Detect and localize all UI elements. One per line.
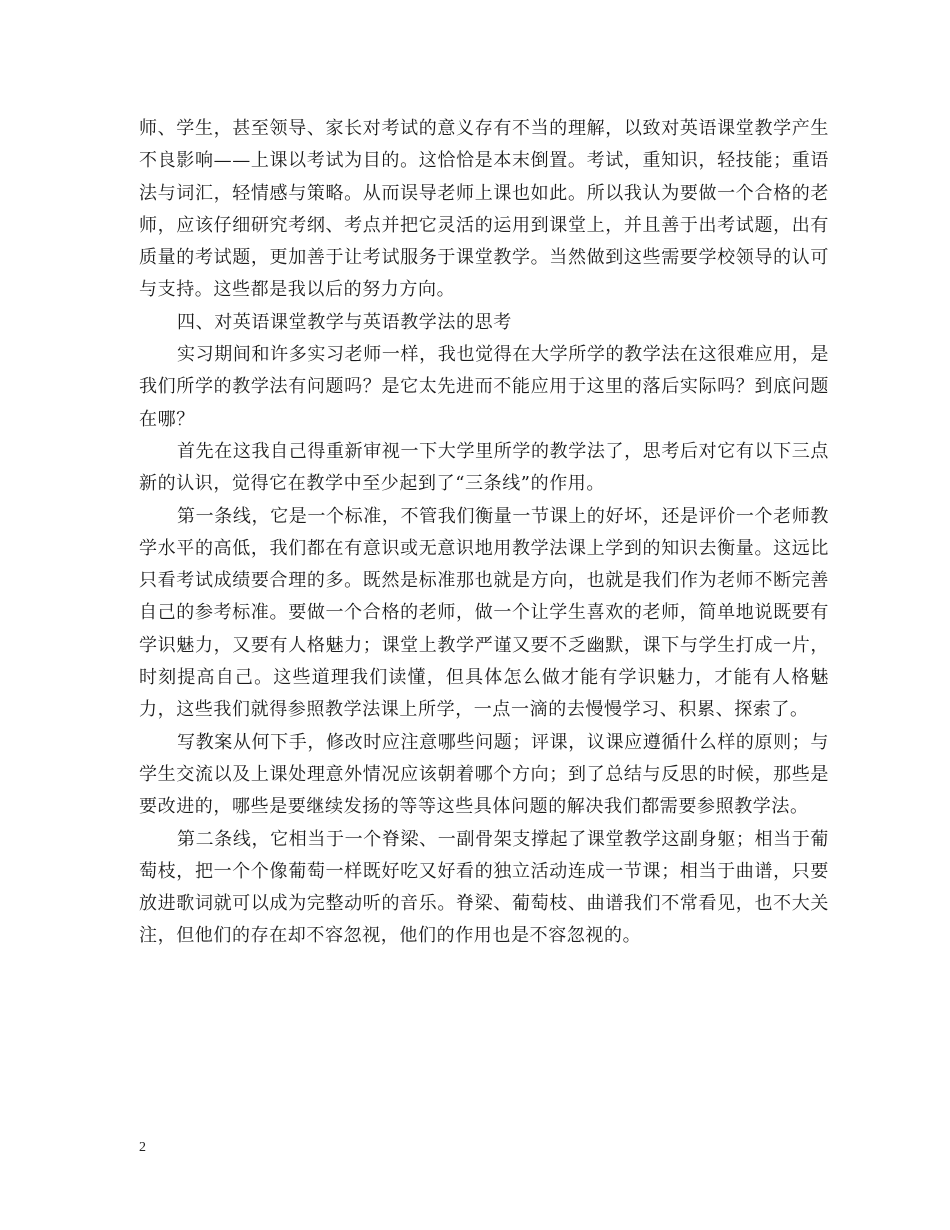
paragraph: 首先在这我自己得重新审视一下大学里所学的教学法了，思考后对它有以下三点新的认识，觉得它在教学中至少起到了“三条线”的作用。 bbox=[139, 440, 829, 495]
paragraph-continuation: 师、学生，甚至领导、家长对考试的意义存有不当的理解，以致对英语课堂教学产生不良影响——上课以考试为目的。这恰恰是本末倒置。考试，重知识，轻技能；重语法与词汇，轻情感与策略。从而误导老师上课也如此。所以我认为要做一个合格的老师，应该仔细研究考纲、考点并把它灵活的运用到课堂上，并且善于出考试题，出有质量的考试题，更加善于让考试服务于课堂教学。当然做到这些需要学校领导的认可与支持。这些都是我以后的努力方向。 bbox=[139, 118, 829, 301]
paragraph: 实习期间和许多实习老师一样，我也觉得在大学所学的教学法在这很难应用，是我们所学的教学法有问题吗？是它太先进而不能应用于这里的落后实际吗？到底问题在哪？ bbox=[139, 344, 829, 430]
body-text bbox=[139, 113, 829, 953]
paragraph: 第二条线，它相当于一个脊梁、一副骨架支撑起了课堂教学这副身躯；相当于葡萄枝，把一个个像葡萄一样既好吃又好看的独立活动连成一节课；相当于曲谱，只要放进歌词就可以成为完整动听的音乐。脊梁、葡萄枝、曲谱我们不常看见，也不大关注，但他们的存在却不容忽视，他们的作用也是不容忽视的。 bbox=[139, 828, 829, 947]
page-number: 2 bbox=[139, 1140, 146, 1155]
paragraph: 写教案从何下手，修改时应注意哪些问题；评课，议课应遵循什么样的原则；与学生交流以及上课处理意外情况应该朝着哪个方向；到了总结与反思的时候，那些是要改进的，哪些是要继续发扬的等等这些具体问题的解决我们都需要参照教学法。 bbox=[139, 731, 829, 818]
section-heading: 四、对英语课堂教学与英语教学法的思考 bbox=[177, 311, 512, 333]
paragraph: 第一条线，它是一个标准，不管我们衡量一节课上的好坏，还是评价一个老师教学水平的高低，我们都在有意识或无意识地用教学法课上学到的知识去衡量。这远比只看考试成绩要合理的多。既然是标准那也就是方向，也就是我们作为老师不断完善自己的参考标准。要做一个合格的老师，做一个让学生喜欢的老师，简单地说既要有学识魅力，又要有人格魅力；课堂上教学严谨又要不乏幽默，课下与学生打成一片，时刻提高自己。这些道理我们读懂，但具体怎么做才能有学识魅力，才能有人格魅力，这些我们就得参照教学法课上所学，一点一滴的去慢慢学习、积累、探索了。 bbox=[139, 505, 829, 721]
